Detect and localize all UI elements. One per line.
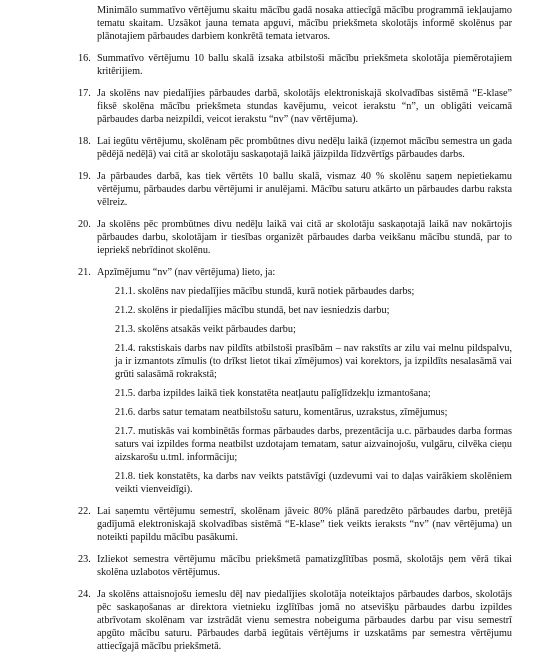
item-number: 23. — [78, 554, 91, 565]
item-number: 18. — [78, 136, 91, 147]
item-number: 17. — [78, 88, 91, 99]
item-text: Ja skolēns nav piedalījies pārbaudes darbā, skolotājs elektroniskajā skolvadības sistēmā “E-klase” fiksē skolēna mācību priekšmeta stundas kavējumu, veicot ierakstu “n”, un obligāti veicamā pārbaudes darba neizpildi, veicot ierakstu “nv” (nav vērtējuma). — [97, 88, 512, 126]
item-number: 24. — [78, 589, 91, 600]
item-text: Apzīmējumu “nv” (nav vērtējuma) lieto, ja: — [97, 267, 276, 278]
subitem-text: 21.6. darbs satur tematam neatbilstošu saturu, komentārus, uzrakstus, zīmējumus; — [115, 407, 448, 418]
intro-paragraph: Minimālo summatīvo vērtējumu skaitu mācību gadā nosaka attiecīgā mācību programmā iekļaujamo tematu skaitam. Uzsākot jauna temata apguvi, mācību priekšmeta skolotājs informē skolēnus par plānotajiem pārbaudes darbiem konkrētā temata ietvaros. — [97, 5, 512, 43]
item-text: Lai iegūtu vērtējumu, skolēnam pēc prombūtnes divu nedēļu laikā (izņemot mācību semestra un gada pēdējā nedēļā) vai citā ar skolotāju saskaņotajā laikā jāizpilda līdzvērtīgs pārbaudes darbs. — [97, 136, 512, 161]
subitem-text: 21.7. mutiskās vai kombinētās formas pārbaudes darbs, prezentācija u.c. pārbaudes darba formas saturs vai izpildes forma neatbilst uzdotajam tematam, satur aizvainojošu, vulgāru, cilvēka cieņu aizskarošu u.tml. informāciju; — [115, 426, 512, 464]
subitem-text: 21.4. rakstiskais darbs nav pildīts atbilstoši prasībām – nav rakstīts ar zilu vai melnu pildspalvu, ja ir izmantots zīmulis (to drīkst lietot tikai zīmējumos) vai korektors, ja izpildīts nesalasāmā vai grūti salasāmā rokrakstā; — [115, 343, 512, 381]
item-text: Summatīvo vērtējumu 10 ballu skalā izsaka atbilstoši mācību priekšmeta skolotāja piemērotajiem kritērijiem. — [97, 53, 512, 78]
item-number: 20. — [78, 219, 91, 230]
item-number: 21. — [78, 267, 91, 278]
subitem-text: 21.5. darba izpildes laikā tiek konstatēta neatļautu palīglīdzekļu izmantošana; — [115, 388, 431, 399]
subitem-text: 21.1. skolēns nav piedalījies mācību stundā, kurā notiek pārbaudes darbs; — [115, 286, 415, 297]
item-text: Izliekot semestra vērtējumu mācību priekšmetā pamatizglītības posmā, skolotājs ņem vērā tikai skolēna uzlabotos vērtējumus. — [97, 554, 512, 579]
item-text: Lai saņemtu vērtējumu semestrī, skolēnam jāveic 80% plānā paredzēto pārbaudes darbu, pretējā gadījumā elektroniskajā skolvadības sistēmā “E-klase” tiek veikts ieraksts “nv” (nav vērtējuma) un noteikti papildu mācību pasākumi. — [97, 506, 512, 544]
item-number: 22. — [78, 506, 91, 517]
item-text: Ja pārbaudes darbā, kas tiek vērtēts 10 ballu skalā, vismaz 40 % skolēnu saņem nepietiekamu vērtējumu, pārbaudes darbu vērtējumi ir anulējami. Mācību saturu atkārto un pārbaudes darbu raksta vēlreiz. — [97, 171, 512, 209]
subitem-text: 21.2. skolēns ir piedalījies mācību stundā, bet nav iesniedzis darbu; — [115, 305, 390, 316]
item-text: Ja skolēns pēc prombūtnes divu nedēļu laikā vai citā ar skolotāju saskaņotajā laikā nav nokārtojis pārbaudes darbu, skolotājam ir tiesības organizēt pārbaudes darba veikšanu mācību stundā, par to iepriekš nebrīdinot skolēnu. — [97, 219, 512, 257]
subitem-text: 21.3. skolēns atsakās veikt pārbaudes darbu; — [115, 324, 296, 335]
item-number: 19. — [78, 171, 91, 182]
item-text: Ja skolēns attaisnojošu iemeslu dēļ nav piedalījies skolotāja noteiktajos pārbaudes darbos, skolotājs pēc saskaņošanas ar direktora vietnieku izglītības jomā no atsevišķu pārbaudes darbu izpildes atbrīvotam skolēnam var izstrādāt vienu semestra nobeiguma pārbaudes darbu par visu semestrī apgūto mācību saturu. Pārbaudes darbā iegūtais vērtējums ir uzskatāms par semestra vērtējumu attiecīgajā mācību priekšmetā. — [97, 589, 512, 653]
item-number: 16. — [78, 53, 91, 64]
subitem-text: 21.8. tiek konstatēts, ka darbs nav veikts patstāvīgi (uzdevumi vai to daļas vairākiem skolēniem veikti vienveidīgi). — [115, 471, 512, 496]
